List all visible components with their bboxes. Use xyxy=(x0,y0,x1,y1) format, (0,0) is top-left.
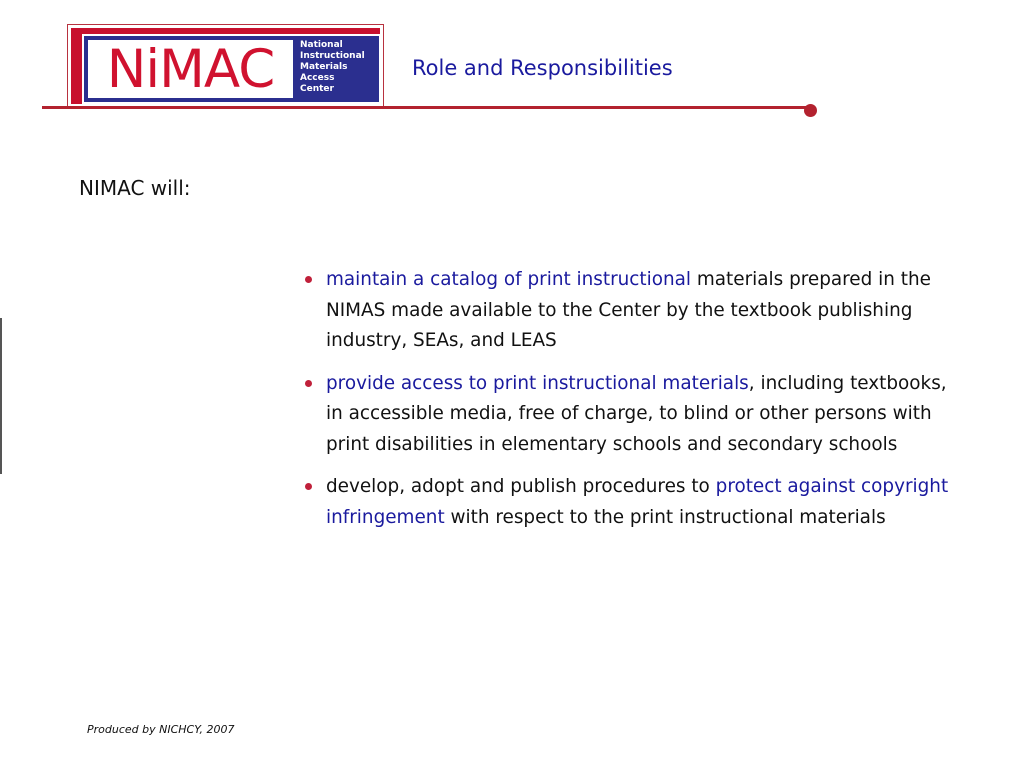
logo-wordmark-box xyxy=(88,40,293,98)
edge-mark xyxy=(0,318,2,474)
logo-red-band xyxy=(71,28,380,104)
highlighted-text: provide access to print instructional materials xyxy=(326,372,749,394)
bullet-text: develop, adopt and publish procedures to xyxy=(326,476,716,497)
bullet-text: with respect to the print instructional materials xyxy=(444,506,886,528)
bullet-item xyxy=(305,265,965,357)
highlighted-text: protect against copyright infringement xyxy=(326,476,949,528)
nimac-logo xyxy=(67,24,384,108)
bullet-item xyxy=(305,472,965,533)
highlighted-text: maintain a catalog of print instructional xyxy=(326,269,692,290)
logo-line: Instructional xyxy=(300,51,365,61)
bullet-item xyxy=(305,369,965,461)
logo-line: National xyxy=(300,40,343,50)
logo-blue-panel xyxy=(82,34,381,104)
logo-line: Materials xyxy=(300,62,348,72)
section-heading: NIMAC will: xyxy=(79,176,191,200)
logo-line: Center xyxy=(300,84,334,94)
bullet-text: , including textbooks, in accessible media, free of charge, to blind or other persons with print disabilities in elementary schools and secondary schools xyxy=(326,372,947,455)
title-rule xyxy=(42,106,808,109)
bullet-dot-icon xyxy=(305,276,312,283)
footer-credit: Produced by NICHCY, 2007 xyxy=(87,723,235,736)
logo-wordmark: NiMAC xyxy=(106,38,275,100)
rule-end-dot xyxy=(804,104,817,117)
bullet-text: materials prepared in the NIMAS made available to the Center by the textbook publishing industry, SEAs, and LEAS xyxy=(326,269,931,351)
logo-line: Access xyxy=(300,73,335,83)
logo-subtitle xyxy=(300,40,380,95)
slide-title: Role and Responsibilities xyxy=(412,56,673,80)
bullet-list xyxy=(305,265,965,545)
bullet-dot-icon xyxy=(305,380,312,387)
bullet-dot-icon xyxy=(305,483,312,490)
